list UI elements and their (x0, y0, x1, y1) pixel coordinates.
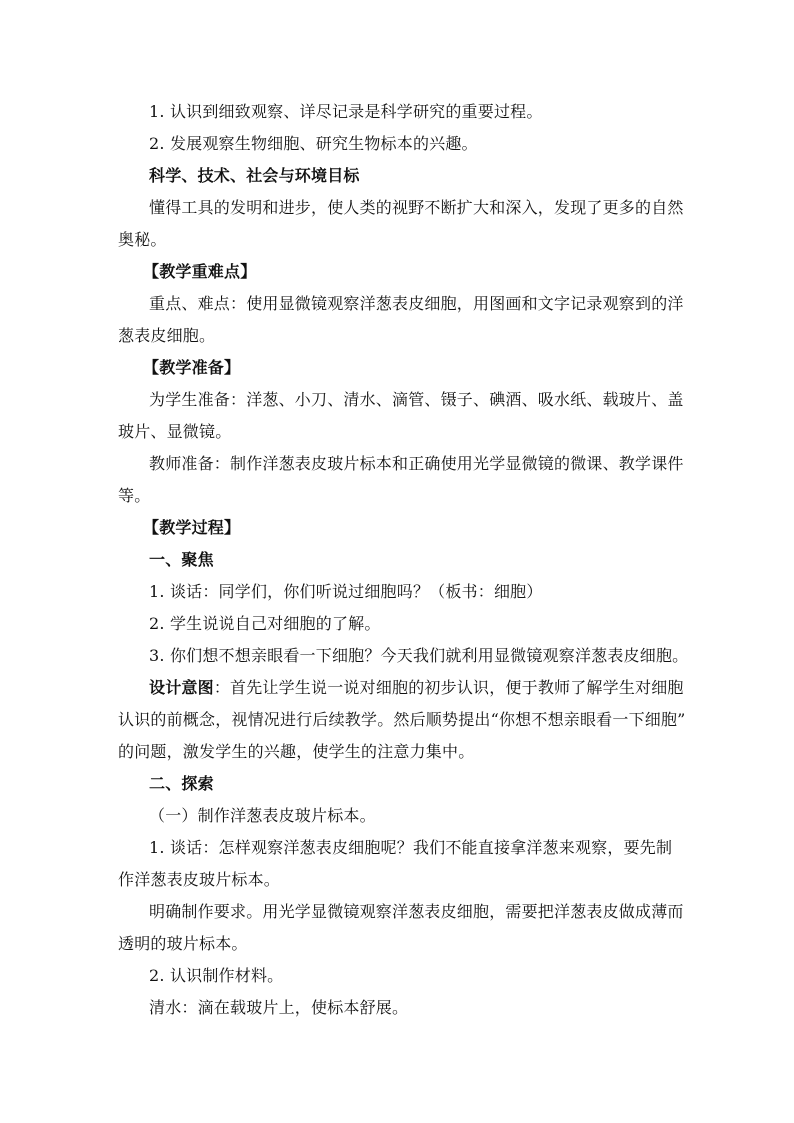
explore-item-2: 2. 认识制作材料。 (149, 966, 284, 985)
design-intent-text-3: 的问题，激发学生的兴趣，使学生的注意力集中。 (118, 742, 475, 761)
requirement-text-2: 透明的玻片标本。 (118, 934, 248, 953)
explore-item-1-text-1: 1. 谈话：怎样观察洋葱表皮细胞呢？我们不能直接拿洋葱来观察，要先制 (149, 838, 673, 857)
section-heading-key-points: 【教学重难点】 (143, 262, 257, 281)
focus-item-3: 3. 你们想不想亲眼看一下细胞？今天我们就利用显微镜观察洋葱表皮细胞。 (149, 646, 689, 665)
student-prep-text-1: 为学生准备：洋葱、小刀、清水、滴管、镊子、碘酒、吸水纸、载玻片、盖 (149, 390, 684, 409)
design-intent-label: 设计意图 (149, 678, 214, 697)
section-heading-preparation: 【教学准备】 (143, 358, 241, 377)
section-heading-sts-goal: 科学、技术、社会与环境目标 (149, 166, 360, 185)
requirement-text-1: 明确制作要求。用光学显微镜观察洋葱表皮细胞，需要把洋葱表皮做成薄而 (149, 902, 684, 921)
explore-subsection-1: （一）制作洋葱表皮玻片标本。 (149, 806, 376, 825)
goal-line-1: 1. 认识到细致观察、详尽记录是科学研究的重要过程。 (149, 102, 543, 121)
material-water-text: 清水：滴在载玻片上，使标本舒展。 (149, 998, 409, 1017)
sts-goal-text-2: 奥秘。 (118, 230, 167, 249)
subheading-explore: 二、探索 (149, 774, 214, 793)
key-points-text-2: 葱表皮细胞。 (118, 326, 216, 345)
goal-line-2: 2. 发展观察生物细胞、研究生物标本的兴趣。 (149, 134, 478, 153)
section-heading-process: 【教学过程】 (143, 518, 241, 537)
student-prep-text-2: 玻片、显微镜。 (118, 422, 232, 441)
focus-item-2: 2. 学生说说自己对细胞的了解。 (149, 614, 381, 633)
design-intent-line-1 (149, 678, 684, 698)
teacher-prep-text-1: 教师准备：制作洋葱表皮玻片标本和正确使用光学显微镜的微课、教学课件 (149, 454, 684, 473)
design-intent-text-2: 认识的前概念，视情况进行后续教学。然后顺势提出“你想不想亲眼看一下细胞” (118, 710, 686, 729)
sts-goal-text-1: 懂得工具的发明和进步，使人类的视野不断扩大和深入，发现了更多的自然 (149, 198, 684, 217)
subheading-focus: 一、聚焦 (149, 550, 214, 569)
focus-item-1: 1. 谈话：同学们，你们听说过细胞吗？（板书：细胞） (149, 582, 543, 601)
explore-item-1-text-2: 作洋葱表皮玻片标本。 (118, 870, 281, 889)
design-intent-text-1: ：首先让学生说一说对细胞的初步认识，便于教师了解学生对细胞 (213, 678, 684, 697)
key-points-text-1: 重点、难点：使用显微镜观察洋葱表皮细胞，用图画和文字记录观察到的洋 (149, 294, 684, 313)
teacher-prep-text-2: 等。 (118, 486, 151, 505)
